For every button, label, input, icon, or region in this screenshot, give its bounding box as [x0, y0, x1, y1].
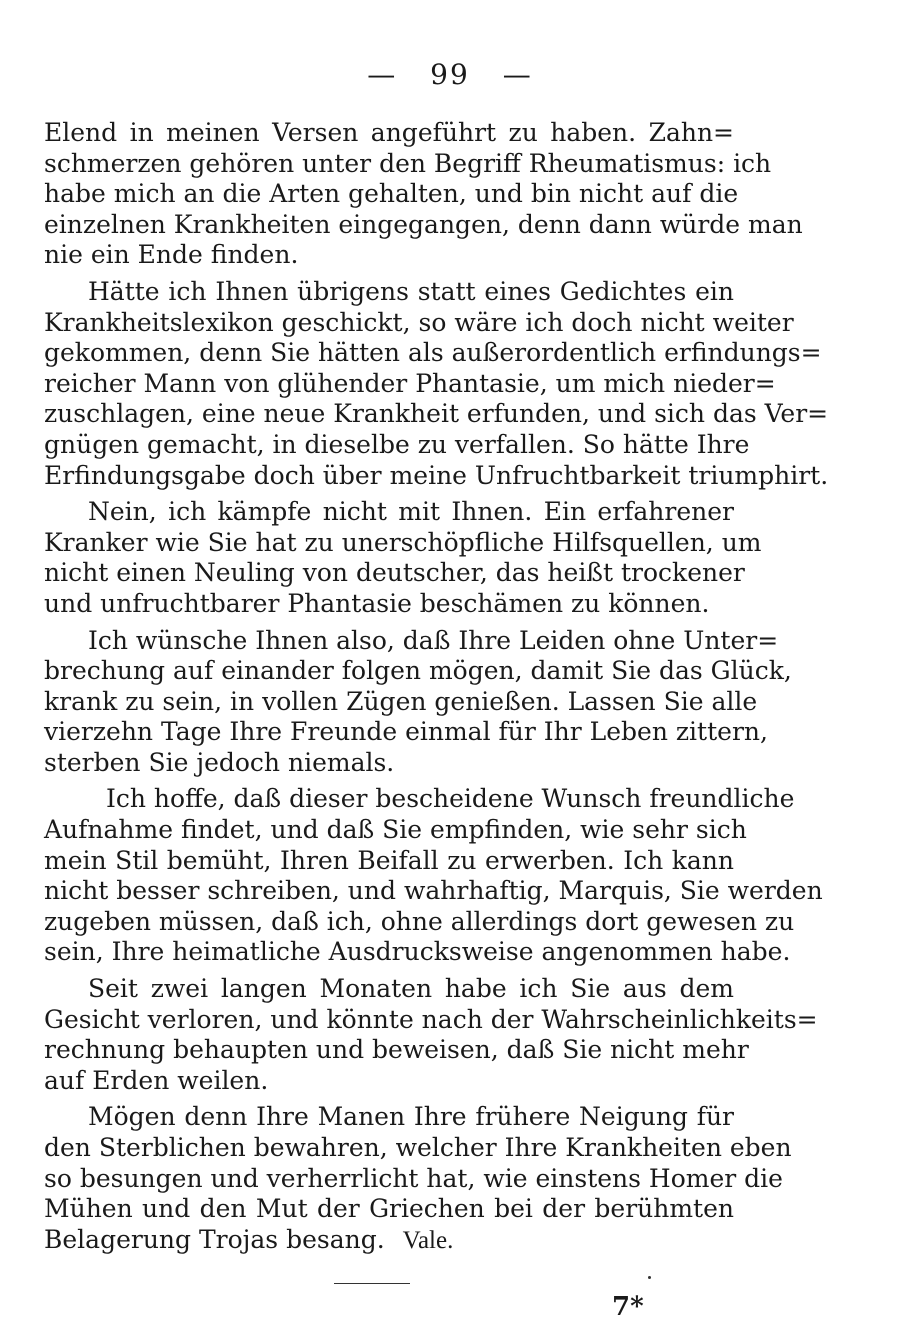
- paragraph-1: [44, 118, 803, 271]
- text-line: reicher Mann von glühender Phantasie, um mich nieder=: [44, 368, 776, 398]
- page-number: 99: [430, 58, 470, 91]
- text-line: gnügen gemacht, in dieselbe zu verfallen. So hätte Ihre: [44, 429, 750, 459]
- paragraph-6: [44, 974, 818, 1096]
- closing-vale: Vale.: [402, 1226, 454, 1254]
- text-line: habe mich an die Arten gehalten, und bin nicht auf die: [44, 179, 739, 209]
- page-header: [0, 58, 900, 91]
- text-line: krank zu sein, in vollen Zügen genießen. Lassen Sie alle: [44, 686, 758, 716]
- text-line: [44, 1225, 734, 1257]
- text-line: Gesicht verloren, und könnte nach der Wahrscheinlichkeits=: [44, 1004, 818, 1034]
- text-line: Erfindungsgabe doch über meine Unfruchtbarkeit triumphirt.: [44, 460, 829, 490]
- text-line: Mögen denn Ihre Manen Ihre frühere Neigung für: [88, 1102, 734, 1132]
- text-line: auf Erden weilen.: [44, 1065, 269, 1095]
- text-line-content: Belagerung Trojas besang.: [44, 1224, 385, 1254]
- text-line: rechnung behaupten und beweisen, daß Sie nicht mehr: [44, 1035, 749, 1065]
- text-line: zuschlagen, eine neue Krankheit erfunden, und sich das Ver=: [44, 399, 829, 429]
- paragraph-2: [44, 276, 829, 491]
- footer-separator-rule: [334, 1283, 410, 1284]
- paragraph-3: [44, 497, 762, 619]
- header-dash-left: —: [367, 58, 398, 91]
- text-line: Ich wünsche Ihnen also, daß Ihre Leiden ohne Unter=: [88, 625, 779, 655]
- text-line: Ich hoffe, daß dieser bescheidene Wunsch freundliche: [106, 784, 795, 814]
- text-line: sein, Ihre heimatliche Ausdrucksweise angenommen habe.: [44, 937, 791, 967]
- text-line: sterben Sie jedoch niemals.: [44, 747, 395, 777]
- print-speck: [648, 1276, 651, 1279]
- body-text: [44, 118, 829, 1262]
- text-line: schmerzen gehören unter den Begriff Rheumatismus: ich: [44, 148, 772, 178]
- text-line: zugeben müssen, daß ich, ohne allerdings dort gewesen zu: [44, 906, 795, 936]
- text-line: so besungen und verherrlicht hat, wie einstens Homer die: [44, 1163, 783, 1193]
- header-dash-right: —: [502, 58, 533, 91]
- text-line: Seit zwei langen Monaten habe ich Sie aus dem: [88, 974, 734, 1004]
- text-line: nicht besser schreiben, und wahrhaftig, Marquis, Sie werden: [44, 876, 823, 906]
- text-line: Nein, ich kämpfe nicht mit Ihnen. Ein erfahrener: [88, 497, 734, 527]
- text-line: Kranker wie Sie hat zu unerschöpfliche Hilfsquellen, um: [44, 527, 762, 557]
- paragraph-5: [44, 784, 823, 968]
- paragraph-7: [44, 1102, 792, 1256]
- text-line: Hätte ich Ihnen übrigens statt eines Gedichtes ein: [88, 276, 734, 306]
- text-line: Krankheitslexikon geschickt, so wäre ich doch nicht weiter: [44, 307, 794, 337]
- text-line: nicht einen Neuling von deutscher, das heißt trockener: [44, 558, 745, 588]
- text-line: den Sterblichen bewahren, welcher Ihre Krankheiten eben: [44, 1133, 792, 1162]
- text-line: Aufnahme findet, und daß Sie empfinden, wie sehr sich: [44, 815, 747, 845]
- text-line: einzelnen Krankheiten eingegangen, denn dann würde man: [44, 209, 803, 239]
- printer-signature-mark: 7*: [612, 1292, 644, 1322]
- text-line: Mühen und den Mut der Griechen bei der berühmten: [44, 1194, 734, 1224]
- text-line: gekommen, denn Sie hätten als außerordentlich erfindungs=: [44, 338, 822, 368]
- text-line: vierzehn Tage Ihre Freunde einmal für Ihr Leben zittern,: [44, 717, 768, 747]
- text-line: und unfruchtbarer Phantasie beschämen zu können.: [44, 588, 710, 618]
- paragraph-4: [44, 625, 792, 779]
- text-line: brechung auf einander folgen mögen, damit Sie das Glück,: [44, 656, 792, 686]
- text-line: mein Stil bemüht, Ihren Beifall zu erwerben. Ich kann: [44, 845, 734, 875]
- text-line: Elend in meinen Versen angeführt zu haben. Zahn=: [44, 118, 734, 147]
- text-line: nie ein Ende finden.: [44, 240, 299, 270]
